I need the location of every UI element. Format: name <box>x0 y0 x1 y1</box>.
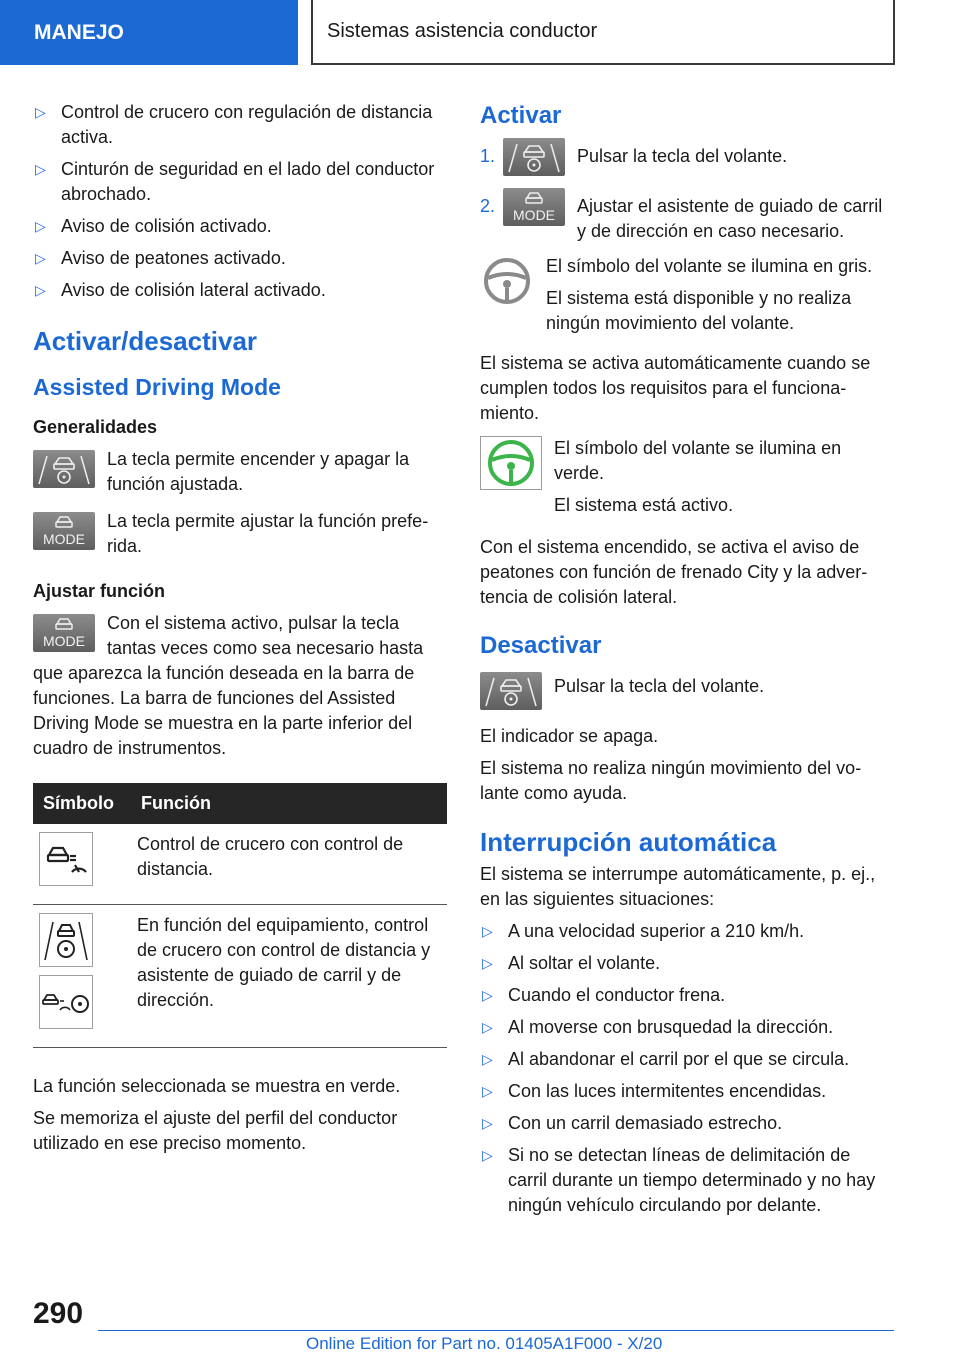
bullet-marker-icon: ▷ <box>482 1083 493 1099</box>
table-row <box>33 905 447 1048</box>
list-item-text: A una velocidad superior a 210 km/h. <box>508 921 805 941</box>
symbol-table <box>33 783 447 1048</box>
list-item <box>33 278 447 303</box>
bullet-marker-icon: ▷ <box>482 923 493 939</box>
list-item-text: Con un carril demasiado estrecho. <box>508 1113 783 1133</box>
key-description <box>33 509 447 559</box>
table-row <box>33 824 447 905</box>
bullet-marker-icon: ▷ <box>482 1147 493 1163</box>
assist-key-icon <box>33 450 95 488</box>
list-item <box>480 1111 894 1136</box>
heading-interrupcion: Interrupción automática <box>480 827 777 857</box>
assist-key-icon <box>480 672 542 710</box>
key-description <box>480 674 894 710</box>
list-item <box>480 1015 894 1040</box>
paragraph-no-realiza: El sistema no realiza ningún movimiento del volante como ayuda. <box>480 758 862 803</box>
step-number: 2. <box>480 196 496 216</box>
key3-text: Con el sistema activo, pulsar la tecla tantas veces como sea necesario hasta que aparezca la función deseada en la barra de funciones. La barra de funciones del Assisted Driving Mode se muestra en la parte inferior del cuadro de instrumentos. <box>33 613 424 758</box>
mode-key-icon <box>33 614 95 652</box>
list-item-text: Si no se detectan líneas de delimitación de carril durante un tiempo determinado y no hay ningún vehículo circulando por delante. <box>508 1145 876 1215</box>
symbol-description <box>480 254 894 343</box>
right-column <box>480 100 894 1225</box>
paragraph-selected-function: La función seleccionada se muestra en verde. <box>33 1076 401 1096</box>
list-item <box>480 1047 894 1072</box>
bullet-marker-icon: ▷ <box>35 282 46 298</box>
bullet-marker-icon: ▷ <box>35 250 46 266</box>
list-item-text: Cinturón de seguridad en el lado del conductor abrochado. <box>61 159 435 204</box>
grey-text-1: El símbolo del volante se ilumina en gris. <box>546 256 873 276</box>
key1-text: La tecla permite encender y apagar la función ajustada. <box>107 449 410 494</box>
list-item <box>480 951 894 976</box>
table-header-symbol: Símbolo <box>33 783 131 824</box>
mode-label: MODE <box>43 531 85 547</box>
list-item <box>480 1079 894 1104</box>
list-item <box>33 157 447 207</box>
acc-steering-icon <box>39 975 93 1029</box>
table-cell-function: Control de crucero con control de distancia. <box>131 824 447 905</box>
list-item-text: Aviso de colisión lateral activado. <box>61 280 326 300</box>
list-item-text: Aviso de colisión activado. <box>61 216 272 236</box>
header-section <box>0 0 298 65</box>
heading-ajustar-funcion: Ajustar función <box>33 581 166 601</box>
list-item-text: Aviso de peatones activado. <box>61 248 286 268</box>
header-title: Sistemas asistencia conductor <box>327 20 598 42</box>
mode-label: MODE <box>43 633 85 649</box>
green-text-2: El sistema está activo. <box>554 495 734 515</box>
list-item <box>480 919 894 944</box>
page-number: 290 <box>33 1297 84 1330</box>
subheading-assisted-driving: Assisted Driving Mode <box>33 374 281 400</box>
list-item <box>480 1143 894 1218</box>
steering-wheel-grey-icon <box>480 254 534 308</box>
mode-key-icon <box>503 188 565 226</box>
table-cell-function: En función del equipamiento, control de crucero con control de distancia y asistente de guiado de carril y de dirección. <box>131 905 447 1048</box>
bullet-marker-icon: ▷ <box>482 1051 493 1067</box>
heading-generalidades: Generalidades <box>33 417 158 437</box>
paragraph-auto: El sistema se activa automáticamente cuando se cumplen todos los requisitos para el funcionamiento. <box>480 353 871 423</box>
green-text-1: El símbolo del volante se ilumina en verde. <box>554 438 842 483</box>
heading-activar: Activar <box>480 102 562 129</box>
symbol-description <box>480 436 894 525</box>
header-title-box <box>311 0 895 65</box>
paragraph-profile: Se memoriza el ajuste del perfil del conductor utilizado en ese preciso momento. <box>33 1108 398 1153</box>
assist-key-icon <box>503 138 565 176</box>
list-item-text: Control de crucero con regulación de distancia activa. <box>61 102 433 147</box>
bullet-marker-icon: ▷ <box>35 161 46 177</box>
footer-text: Online Edition for Part no. 01405A1F000 - X/20 <box>306 1334 663 1353</box>
mode-key-icon <box>33 512 95 550</box>
header-section-label: MANEJO <box>34 20 124 44</box>
acc-distance-icon <box>39 832 93 886</box>
key-description <box>33 447 447 497</box>
grey-text-2: El sistema está disponible y no realiza ningún movimiento del volante. <box>546 288 852 333</box>
desactivar-key-text: Pulsar la tecla del volante. <box>554 676 765 696</box>
step-item <box>480 144 894 176</box>
list-item <box>33 100 447 150</box>
steering-wheel-green-icon <box>480 436 542 490</box>
mode-label: MODE <box>513 207 556 223</box>
list-item-text: Al abandonar el carril por el que se circula. <box>508 1049 850 1069</box>
key2-text: La tecla permite ajustar la función preferida. <box>107 511 429 556</box>
list-item <box>33 246 447 271</box>
step-text: Pulsar la tecla del volante. <box>577 146 788 166</box>
paragraph-indicador: El indicador se apaga. <box>480 726 659 746</box>
paragraph-encendido: Con el sistema encendido, se activa el aviso de peatones con función de frenado City y la advertencia de colisión lateral. <box>480 537 868 607</box>
list-item <box>33 214 447 239</box>
list-item-text: Al moverse con brusquedad la dirección. <box>508 1017 834 1037</box>
list-item-text: Con las luces intermitentes encendidas. <box>508 1081 827 1101</box>
list-item-text: Al soltar el volante. <box>508 953 661 973</box>
lane-steering-icon <box>39 913 93 967</box>
step-text: Ajustar el asistente de guiado de carril y de dirección en caso necesario. <box>577 196 883 241</box>
bullet-marker-icon: ▷ <box>35 104 46 120</box>
step-item <box>480 194 894 244</box>
table-header-function: Función <box>131 783 447 824</box>
bullet-marker-icon: ▷ <box>482 987 493 1003</box>
bullet-marker-icon: ▷ <box>482 1115 493 1131</box>
list-item-text: Cuando el conductor frena. <box>508 985 726 1005</box>
bullet-marker-icon: ▷ <box>482 1019 493 1035</box>
bullet-marker-icon: ▷ <box>35 218 46 234</box>
heading-desactivar: Desactivar <box>480 632 602 659</box>
step-number: 1. <box>480 146 496 166</box>
footer-divider <box>98 1330 894 1331</box>
heading-activar-desactivar: Activar/desactivar <box>33 326 258 356</box>
bullet-marker-icon: ▷ <box>482 955 493 971</box>
list-item <box>480 983 894 1008</box>
paragraph-interrupcion: El sistema se interrumpe automáticamente, p. ej., en las siguientes situaciones: <box>480 864 876 909</box>
key3-paragraph <box>33 611 447 761</box>
left-column <box>33 100 447 1163</box>
